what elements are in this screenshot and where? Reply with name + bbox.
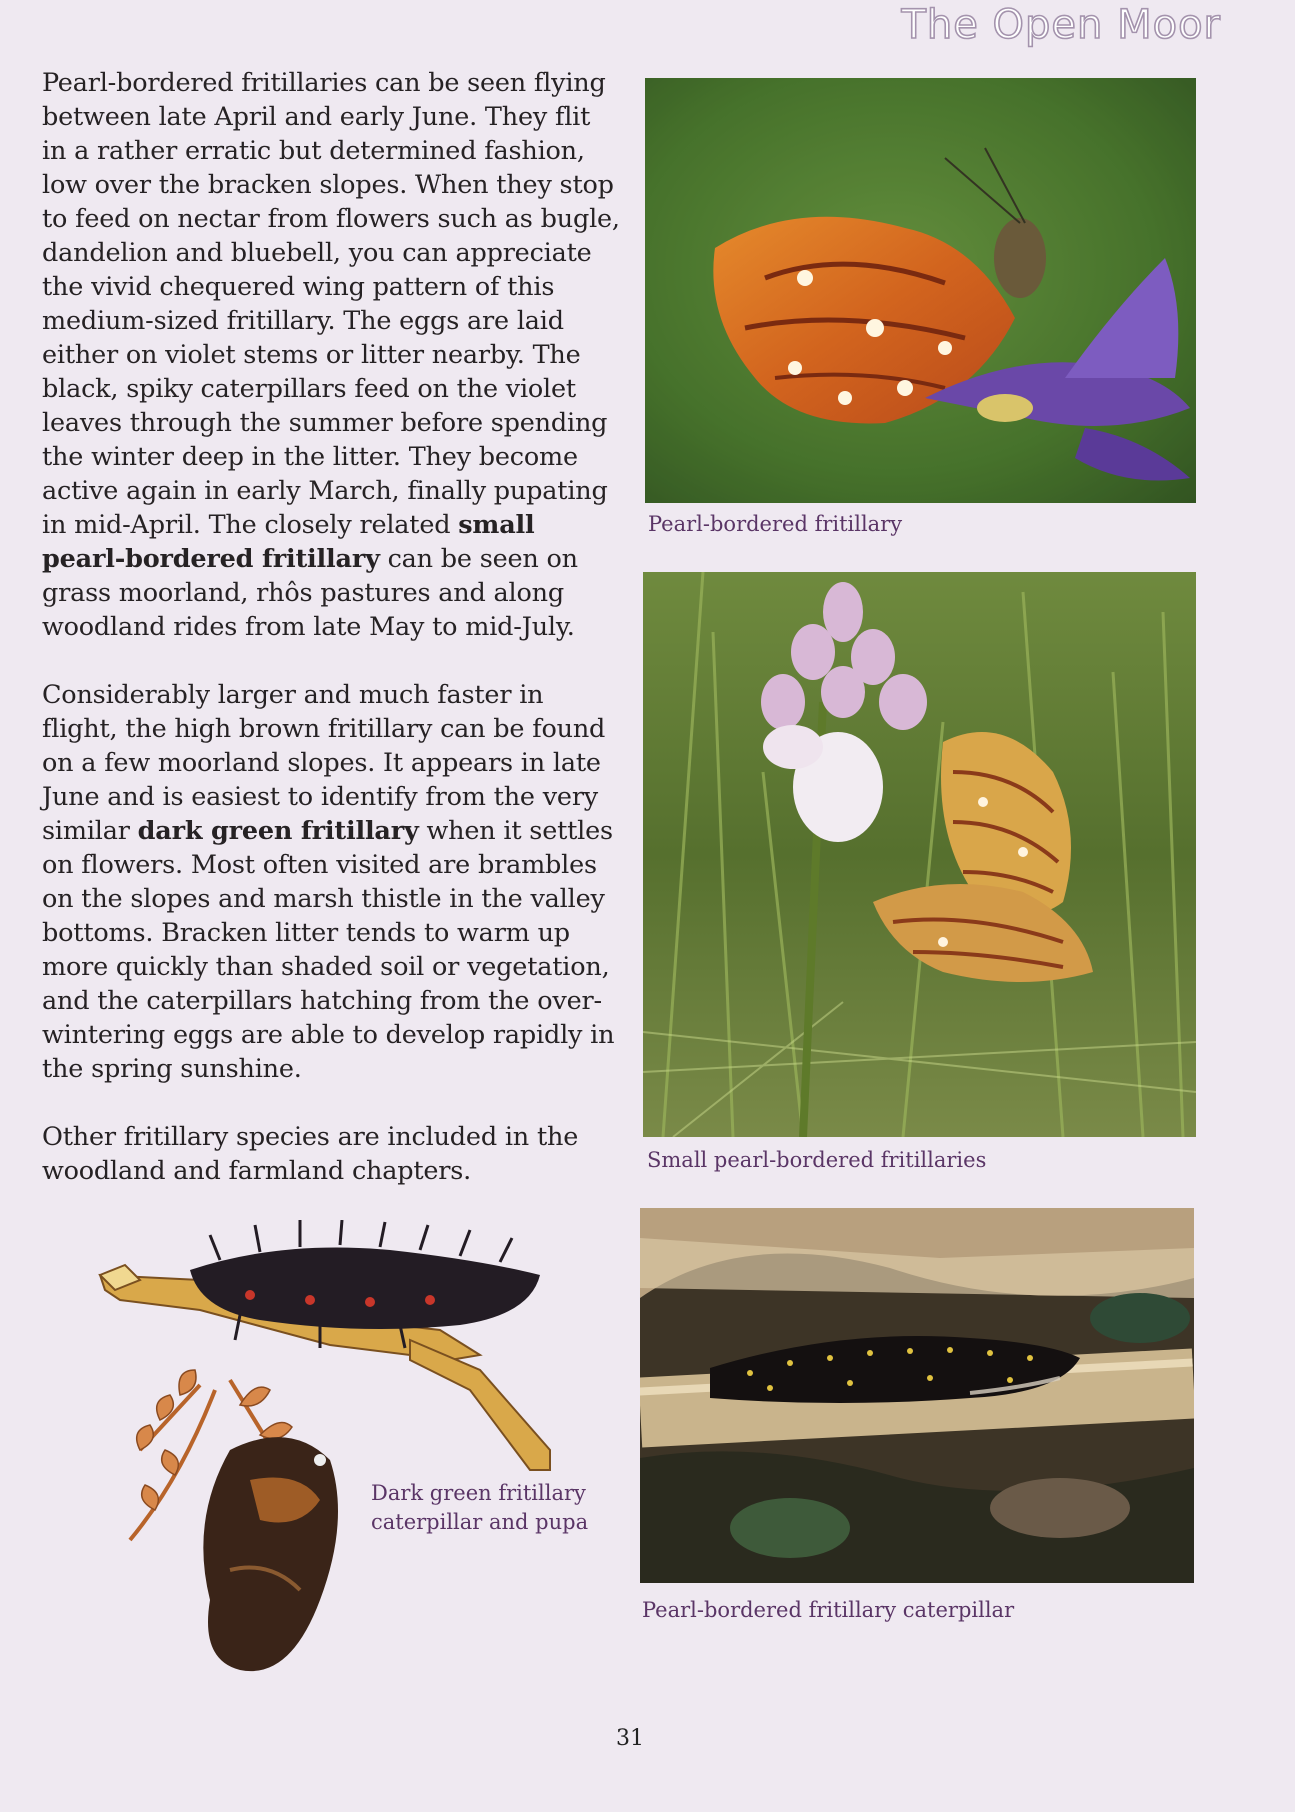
paragraph-2: Considerably larger and much faster in flight, the high brown fritillary can be found on a few moorland slopes. It appears in late June and is easiest to identify from the very similar dark green fritillary when it settles on flowers. Most often visited are brambles on the slopes and marsh thistle in the valley bottoms. Bracken litter tends to warm up more quickly than shaded soil or vegetation, and the caterpillars hatching from the over-wintering eggs are able to develop rapidly in the spring sunshine. [42, 680, 615, 1084]
illustration-caption: Dark green fritillary caterpillar and pupa [371, 1481, 589, 1534]
photo-caption: Pearl-bordered fritillary [648, 512, 903, 536]
photo-pearl-bordered-fritillary-caterpillar [640, 1208, 1194, 1583]
chapter-title: The Open Moor [901, 2, 1221, 48]
illustration-caterpillar-and-pupa [80, 1220, 560, 1690]
bold-term: dark green fritillary [137, 816, 419, 846]
photo-pearl-bordered-fritillary [645, 78, 1196, 503]
photo-small-pearl-bordered-fritillaries [643, 572, 1196, 1137]
page-number: 31 [616, 1726, 644, 1751]
bold-term: small pearl-bordered fritillary [42, 510, 535, 574]
paragraph-3: Other fritillary species are included in the woodland and farmland chapters. [42, 1122, 579, 1186]
photo-caption: Pearl-bordered fritillary caterpillar [642, 1598, 1015, 1622]
body-text [42, 66, 622, 1188]
photo-caption: Small pearl-bordered fritillaries [647, 1148, 987, 1172]
paragraph-1: Pearl-bordered fritillaries can be seen flying between late April and early June. They flit in a rather erratic but determined fashion, low over the bracken slopes. When they stop to feed on nectar from flowers such as bugle, dandelion and bluebell, you can appreciate the vivid chequered wing pattern of this medium-sized fritillary. The eggs are laid either on violet stems or litter nearby. The black, spiky caterpillars feed on the violet leaves through the summer before spending the winter deep in the litter. They become active again in early March, finally pupating in mid-April. The closely related small pearl-bordered fritillary can be seen on grass moorland, rhôs pastures and along woodland rides from late May to mid-July. [42, 68, 620, 642]
